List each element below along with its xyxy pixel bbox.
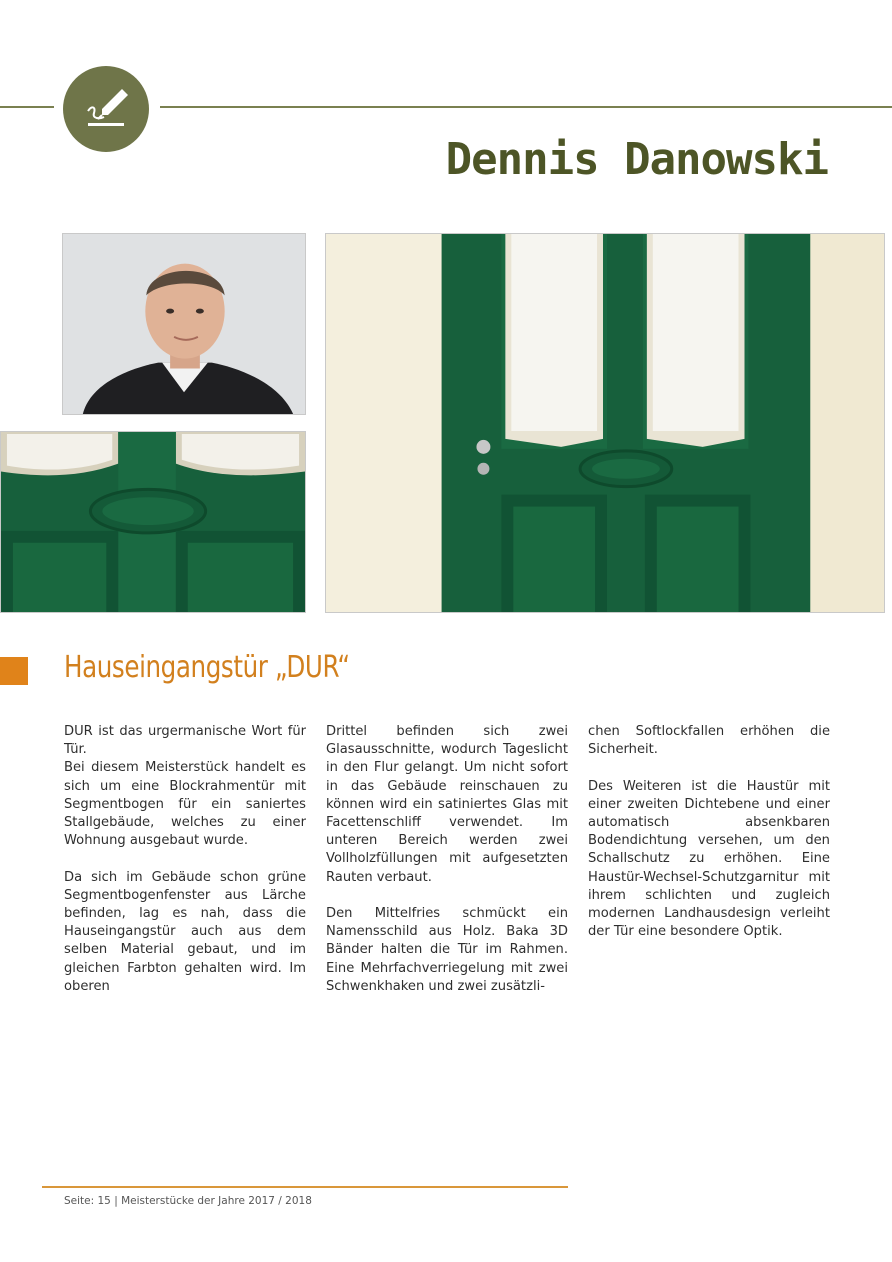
paragraph: chen Softlockfallen erhöhen die Sicherheit. — [588, 724, 830, 758]
header-rule-right — [160, 106, 892, 108]
page-footer: Seite: 15 | Meisterstücke der Jahre 2017 / 2018 — [64, 1195, 312, 1207]
text-column-2 — [326, 723, 568, 1014]
category-badge — [63, 66, 149, 152]
paragraph: Des Weiteren ist die Haustür mit einer zweiten Dichtebene und einer automatisch absenkbaren Bodendichtung versehen, um den Schallschutz zu erhöhen. Eine Haustür-Wechsel-Schutzgarnitur mit ihrem schlichten und zugleich modernen Landhausdesign verleiht der Tür eine besondere Optik. — [588, 778, 830, 940]
paragraph: Den Mittelfries schmückt ein Namensschild aus Holz. Baka 3D Bänder halten die Tür im Rahmen. Eine Mehrfachverriegelung mit zwei Schwenkhaken und zwei zusätzli- — [326, 906, 568, 994]
section-marker — [0, 657, 28, 685]
paragraph: Drittel befinden sich zwei Glasausschnitte, wodurch Tageslicht in den Flur gelangt. Um nicht sofort in das Gebäude reinschauen zu können wird ein satiniertes Glas mit Facettenschliff verwendet. Im unteren Bereich werden zwei Vollholzfüllungen mit aufgesetzten Rauten verbaut. — [326, 724, 568, 885]
paragraph: DUR ist das urgermanische Wort für Tür. Bei diesem Meisterstück handelt es sich um eine Blockrahmentür mit Segmentbogen für ein saniertes Stallgebäude, welches zu einer Wohnung ausgebaut wurde. — [64, 724, 306, 849]
text-column-3 — [588, 723, 830, 960]
text-column-1 — [64, 723, 306, 1014]
header-rule-left — [0, 106, 54, 108]
footer-rule — [42, 1186, 568, 1188]
front-door-photo — [325, 233, 885, 613]
paragraph: Da sich im Gebäude schon grüne Segmentbogenfenster aus Lärche befinden, lag es nah, dass die Hauseingangstür auch aus dem selben Material gebaut, und im gleichen Farbton gehalten wird. Im oberen — [64, 869, 306, 994]
portrait-photo — [62, 233, 306, 415]
author-name: Dennis Danowski — [445, 134, 828, 185]
door-detail-photo — [0, 431, 306, 613]
article-title: Hauseingangstür „DUR“ — [64, 650, 350, 685]
pen-nib-icon — [78, 81, 134, 137]
